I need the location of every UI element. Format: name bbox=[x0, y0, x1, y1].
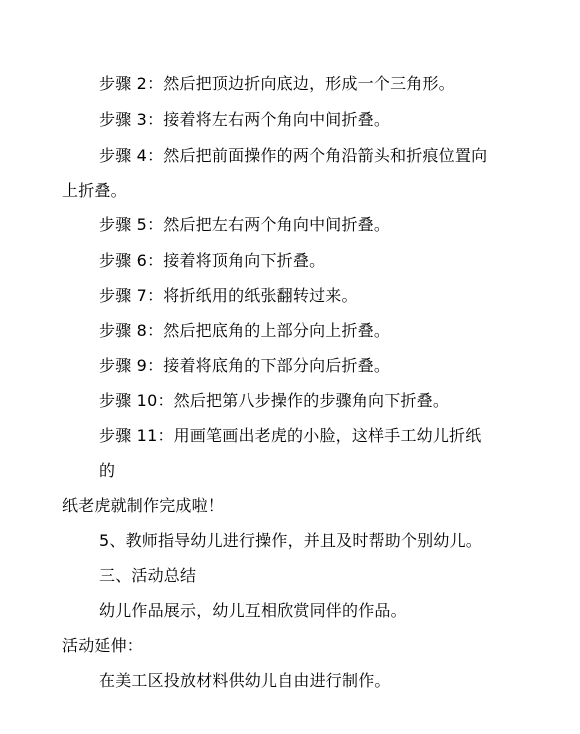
step-11-continuation: 的 bbox=[99, 461, 116, 480]
step-9-text: 步骤 9：接着将底角的下部分向后折叠。 bbox=[99, 356, 391, 375]
extension-heading: 活动延伸： bbox=[62, 636, 144, 655]
section-heading-summary: 三、活动总结 bbox=[99, 566, 197, 585]
step-5-text: 步骤 5：然后把左右两个角向中间折叠。 bbox=[99, 215, 391, 234]
step-4-text: 步骤 4：然后把前面操作的两个角沿箭头和折痕位置向 bbox=[99, 146, 488, 165]
summary-text: 幼儿作品展示，幼儿互相欣赏同伴的作品。 bbox=[99, 601, 407, 620]
step-7-text: 步骤 7：将折纸用的纸张翻转过来。 bbox=[99, 286, 358, 305]
step-11-text: 步骤 11：用画笔画出老虎的小脸，这样手工幼儿折纸 bbox=[99, 426, 482, 445]
step-11-ending: 纸老虎就制作完成啦！ bbox=[62, 496, 225, 515]
step-2-text: 步骤 2：然后把顶边折向底边，形成一个三角形。 bbox=[99, 74, 455, 93]
step-10-text: 步骤 10：然后把第八步操作的步骤角向下折叠。 bbox=[99, 391, 450, 410]
teacher-guidance-text: 5、教师指导幼儿进行操作，并且及时帮助个别幼儿。 bbox=[99, 531, 482, 550]
step-8-text: 步骤 8：然后把底角的上部分向上折叠。 bbox=[99, 321, 391, 340]
step-4-continuation: 上折叠。 bbox=[62, 181, 127, 200]
step-6-text: 步骤 6：接着将顶角向下折叠。 bbox=[99, 251, 326, 270]
step-3-text: 步骤 3：接着将左右两个角向中间折叠。 bbox=[99, 110, 391, 129]
extension-text: 在美工区投放材料供幼儿自由进行制作。 bbox=[99, 671, 391, 690]
